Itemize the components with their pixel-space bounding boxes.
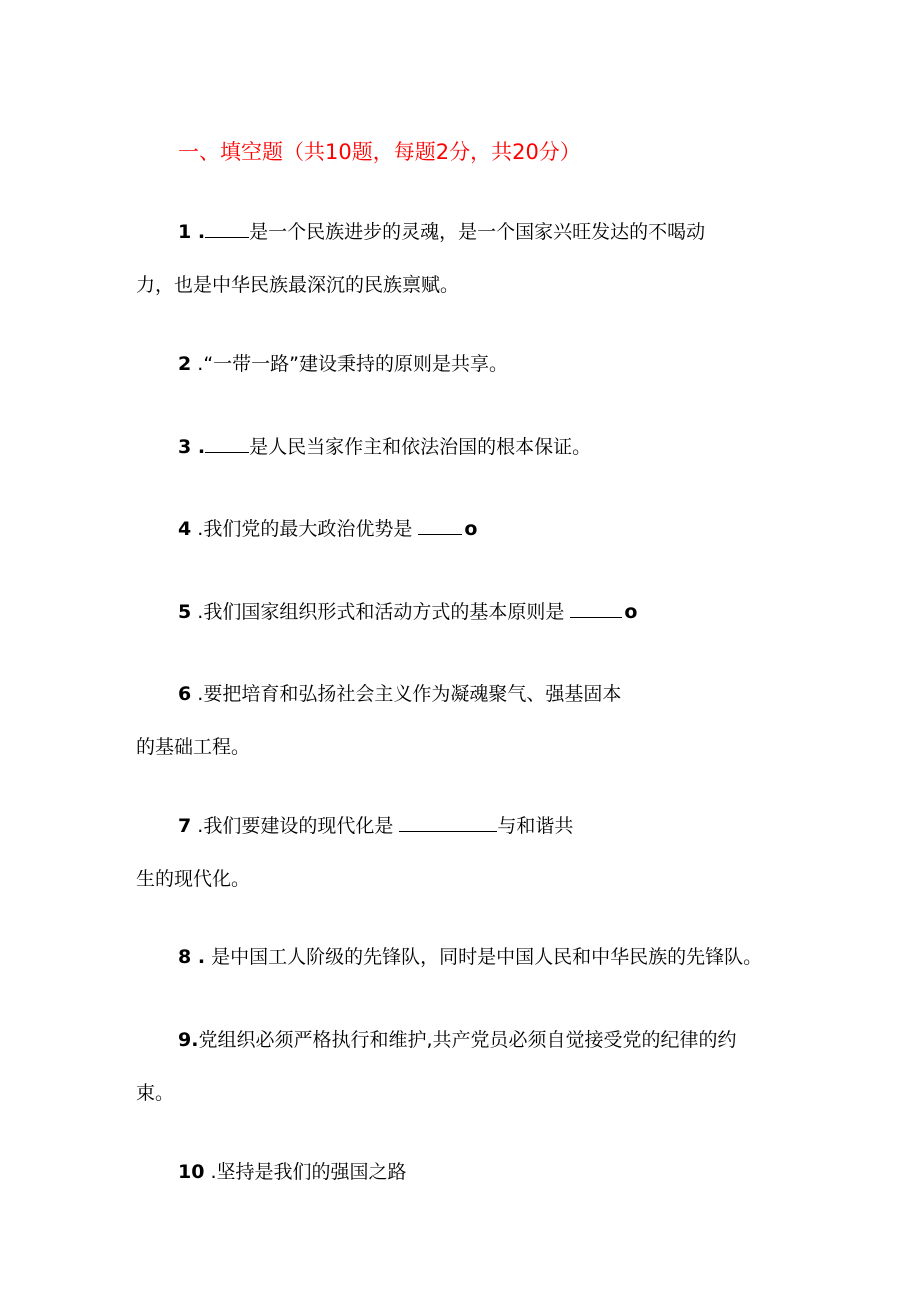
- question-2: [136, 338, 508, 391]
- question-number: 5: [178, 601, 192, 623]
- question-number: 8 .: [178, 946, 206, 968]
- question-number: 2: [178, 353, 192, 375]
- question-text: .我们要建设的现代化是: [197, 815, 394, 837]
- question-text: 是中国工人阶级的先锋队，同时是中国人民和中华民族的先锋队。: [211, 946, 763, 968]
- question-text: 是人民当家作主和依法治国的根本保证。: [249, 436, 592, 458]
- trailing-mark: o: [464, 518, 478, 540]
- question-text-continued: 的基础工程。: [136, 736, 251, 758]
- question-text: .要把培育和弘扬社会主义作为凝魂聚气、强基固本: [197, 683, 622, 705]
- question-3: [136, 421, 591, 474]
- question-text-continued: 生的现代化。: [136, 868, 251, 890]
- question-number: 6: [178, 683, 192, 705]
- question-text: 党组织必须严格执行和维护,共产党员必须自觉接受党的纪律的约: [198, 1029, 737, 1051]
- question-10: [136, 1146, 407, 1199]
- question-number: 1 .: [178, 221, 206, 243]
- question-text: 是一个民族进步的灵魂，是一个国家兴旺发达的不喝动: [249, 221, 706, 243]
- question-9: [136, 1014, 737, 1120]
- question-text: .坚持是我们的强国之路: [210, 1161, 407, 1183]
- answer-blank[interactable]: [570, 616, 622, 618]
- question-number: 4: [178, 518, 192, 540]
- question-4: [136, 503, 477, 556]
- question-8: [136, 931, 762, 984]
- question-1: [136, 206, 705, 312]
- question-text-tail: 与和谐共: [497, 815, 574, 837]
- question-text: .我们党的最大政治优势是: [197, 518, 413, 540]
- question-5: [136, 586, 637, 639]
- question-number: 10: [178, 1161, 205, 1183]
- answer-blank[interactable]: [399, 830, 497, 832]
- question-number: 3 .: [178, 436, 206, 458]
- question-text-continued: 力，也是中华民族最深沉的民族禀赋。: [136, 274, 460, 296]
- question-number: 9.: [178, 1029, 199, 1051]
- question-6: [136, 668, 621, 774]
- answer-blank[interactable]: [205, 236, 249, 238]
- trailing-mark: o: [624, 601, 638, 623]
- question-number: 7: [178, 815, 192, 837]
- section-heading: 一、填空题（共10题，每题2分，共20分）: [178, 140, 581, 164]
- question-text-continued: 束。: [136, 1082, 175, 1104]
- question-text: .我们国家组织形式和活动方式的基本原则是: [197, 601, 565, 623]
- question-7: [136, 800, 573, 906]
- answer-blank[interactable]: [418, 533, 462, 535]
- answer-blank[interactable]: [205, 451, 249, 453]
- question-text: .“一带一路”建设秉持的原则是共享。: [197, 353, 509, 375]
